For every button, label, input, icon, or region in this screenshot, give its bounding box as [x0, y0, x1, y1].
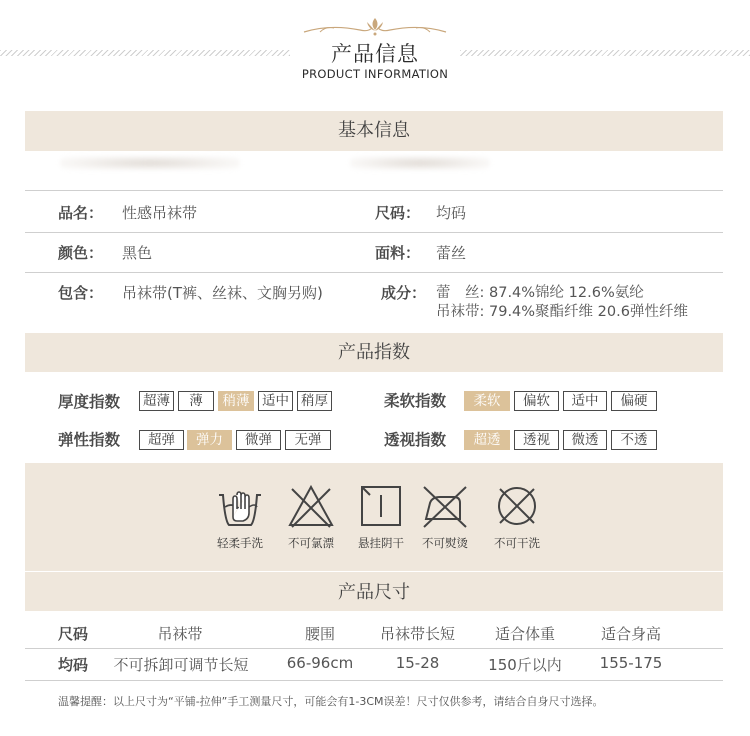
composition-lace: 蕾 丝: 87.4%锦纶 12.6%氨纶 — [436, 285, 644, 301]
elasticity-option: 超弹 — [139, 430, 184, 450]
softness-label: 柔软指数 — [384, 392, 447, 410]
divider — [25, 571, 723, 572]
no-dry-clean-icon — [492, 481, 542, 531]
composition-label: 成分： — [381, 284, 427, 302]
thickness-option: 薄 — [178, 391, 214, 411]
hang-dry-icon — [356, 481, 406, 531]
thickness-label: 厚度指数 — [58, 393, 121, 411]
elasticity-option: 无弹 — [285, 430, 331, 450]
thickness-option: 稍薄 — [218, 391, 254, 411]
blurred-area — [60, 156, 240, 170]
index-title: 产品指数 — [25, 333, 723, 372]
care-label: 悬挂阴干 — [358, 536, 404, 550]
thickness-option: 超薄 — [139, 391, 174, 411]
color-label: 颜色： — [58, 244, 104, 262]
divider — [25, 272, 723, 273]
softness-option: 适中 — [563, 391, 607, 411]
softness-option: 偏硬 — [611, 391, 657, 411]
basic-info-title: 基本信息 — [25, 111, 723, 151]
size-note: 温馨提醒：以上尺寸为“平铺-拉伸”手工测量尺寸，可能会有1-3CM误差！尺寸仅供参考，请结合自身尺寸选择。 — [58, 695, 604, 708]
name-value: 性感吊袜带 — [122, 204, 198, 222]
includes-value: 吊袜带(T裤、丝袜、文胸另购) — [122, 284, 323, 302]
elasticity-option: 微弹 — [236, 430, 281, 450]
size-row-weight: 150斤以内 — [488, 656, 562, 674]
page-title: 产品信息 — [331, 42, 419, 66]
size-row-length: 15-28 — [395, 654, 440, 672]
ornament-icon — [300, 14, 450, 38]
softness-option: 柔软 — [464, 391, 510, 411]
size-header-garter: 吊袜带 — [157, 625, 203, 643]
size-label: 尺码： — [375, 204, 421, 222]
divider — [25, 232, 723, 233]
blurred-area — [350, 156, 490, 170]
elasticity-option: 弹力 — [187, 430, 232, 450]
size-section-title: 产品尺寸 — [338, 582, 410, 603]
transparency-option: 透视 — [514, 430, 559, 450]
care-no-iron — [407, 481, 483, 551]
no-bleach-icon — [286, 481, 336, 531]
care-label: 不可熨烫 — [422, 536, 468, 550]
hand-wash-icon — [215, 481, 265, 531]
size-row-waist: 66-96cm — [286, 654, 354, 672]
size-row-garter: 不可拆卸可调节长短 — [113, 656, 249, 674]
care-panel — [25, 463, 723, 611]
size-header-waist: 腰围 — [304, 625, 335, 643]
care-label: 不可氯漂 — [288, 536, 334, 550]
divider — [25, 680, 723, 681]
transparency-option: 超透 — [464, 430, 510, 450]
size-row-size: 均码 — [58, 656, 89, 674]
includes-label: 包含： — [58, 284, 104, 302]
transparency-option: 不透 — [611, 430, 657, 450]
thickness-option: 稍厚 — [297, 391, 332, 411]
softness-option: 偏软 — [514, 391, 559, 411]
transparency-label: 透视指数 — [384, 431, 447, 449]
fabric-label: 面料： — [375, 244, 421, 262]
size-header-height: 适合身高 — [600, 625, 661, 643]
divider — [25, 648, 723, 649]
name-label: 品名： — [58, 204, 104, 222]
divider — [25, 190, 723, 191]
no-iron-icon — [420, 481, 470, 531]
care-no-bleach — [273, 481, 349, 551]
color-value: 黑色 — [122, 244, 153, 262]
size-value: 均码 — [436, 204, 467, 222]
thickness-option: 适中 — [258, 391, 293, 411]
care-label: 轻柔手洗 — [217, 536, 263, 550]
care-hand-wash — [202, 481, 278, 551]
size-header-length: 吊袜带长短 — [379, 625, 455, 643]
elasticity-label: 弹性指数 — [58, 431, 121, 449]
size-header-size: 尺码 — [58, 625, 89, 643]
care-label: 不可干洗 — [494, 536, 540, 550]
care-no-dry-clean — [479, 481, 555, 551]
size-header-weight: 适合体重 — [494, 625, 555, 643]
fabric-value: 蕾丝 — [436, 244, 467, 262]
composition-garter: 吊袜带: 79.4%聚酯纤维 20.6弹性纤维 — [436, 304, 688, 320]
transparency-option: 微透 — [563, 430, 607, 450]
page-subtitle: PRODUCT INFORMATION — [301, 67, 449, 81]
size-row-height: 155-175 — [599, 654, 663, 672]
